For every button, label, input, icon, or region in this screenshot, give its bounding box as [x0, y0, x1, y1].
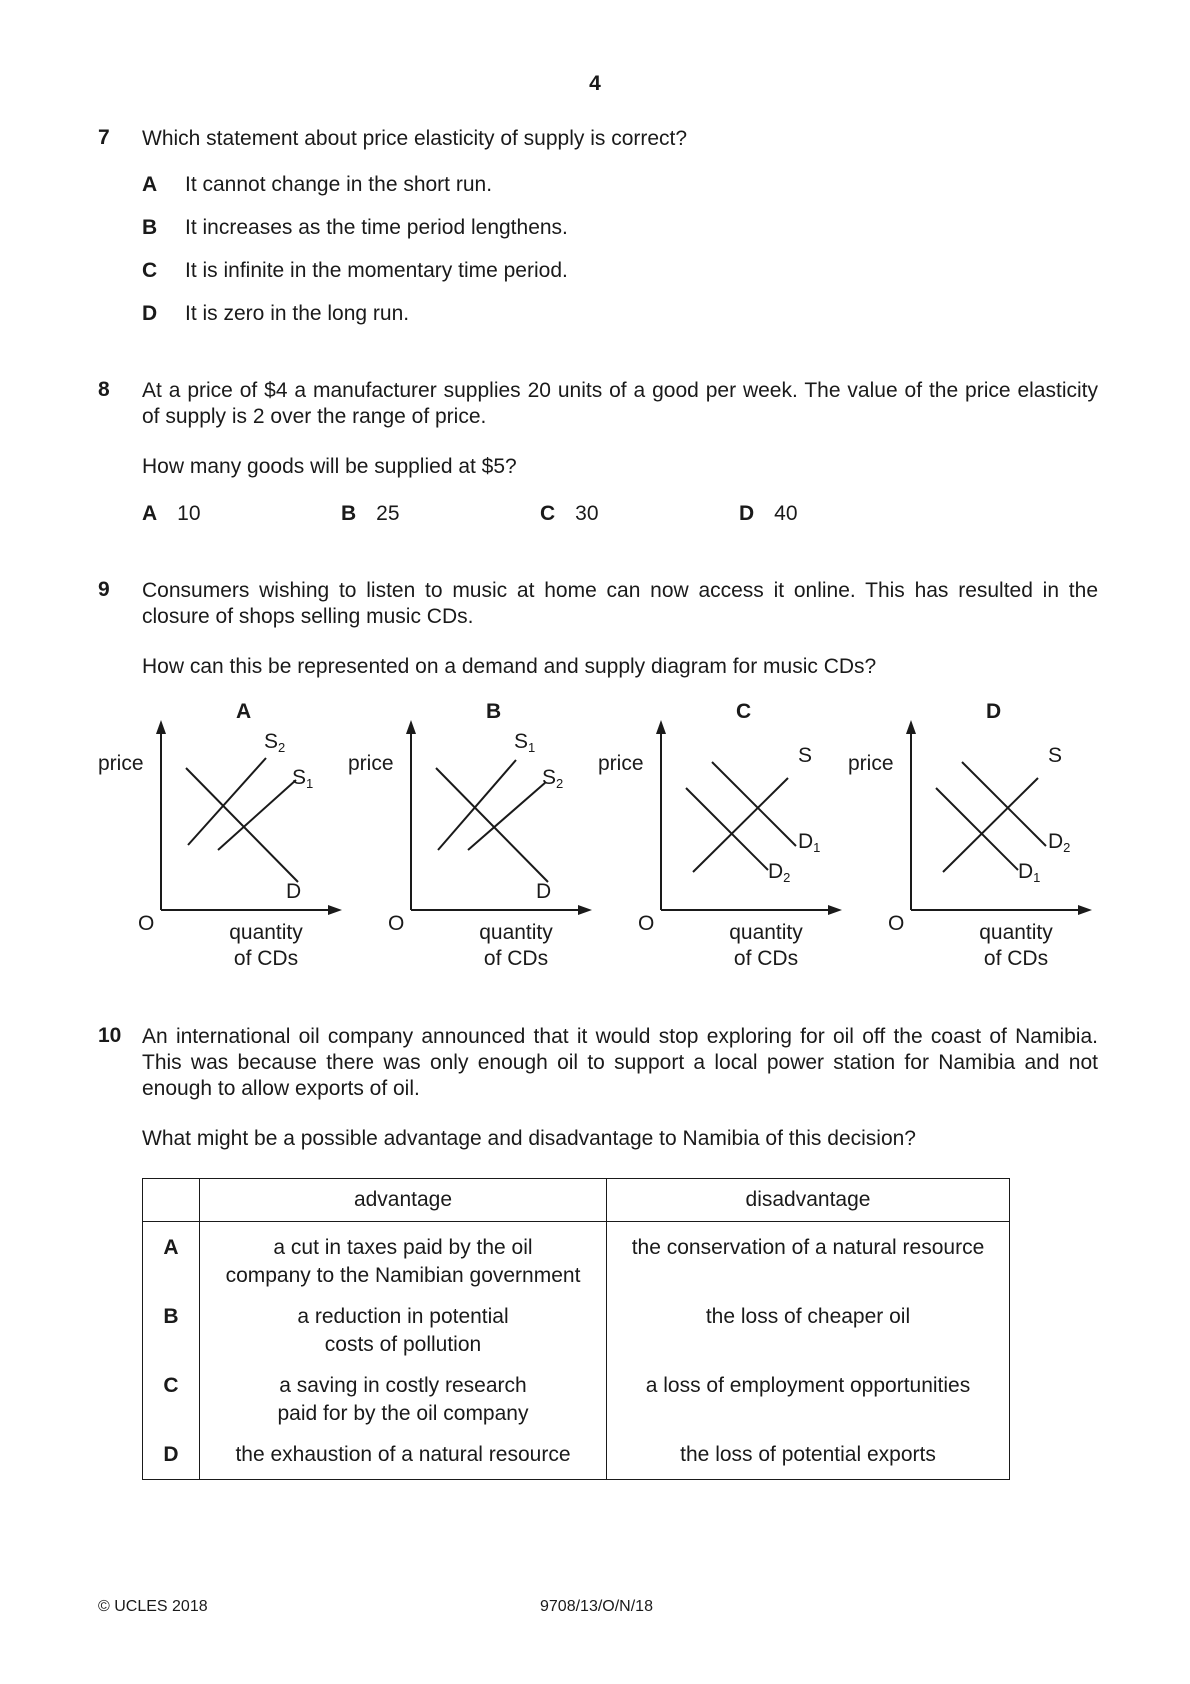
q8-option-c	[540, 502, 599, 526]
diagram-a-x-label: quantity of CDs	[229, 921, 303, 970]
question-7-text: Which statement about price elasticity of supply is correct?	[142, 127, 688, 150]
q8-option-d	[739, 502, 798, 526]
q8-option-c-text: 30	[575, 502, 599, 525]
page-number: 4	[589, 72, 601, 95]
question-8-number: 8	[98, 378, 110, 401]
diagram-b	[348, 700, 598, 980]
q7-option-c-letter: C	[142, 259, 158, 282]
diagram-a-s2-label: $S_2$	[264, 730, 286, 755]
diagram-d-s-label: S	[1048, 744, 1063, 767]
diagram-d-y-label: price	[848, 752, 894, 775]
diagram-b-s2-label: $S_2$	[542, 766, 564, 791]
diagram-c-y-axis-arrow	[656, 720, 666, 734]
q8-option-c-letter: C	[540, 502, 556, 525]
diagram-c-letter: C	[736, 700, 752, 723]
q8-option-a-letter: A	[142, 502, 158, 525]
q10-row-d-advantage: the exhaustion of a natural resource	[200, 1429, 607, 1480]
q10-row-c-disadvantage: a loss of employment opportunities	[607, 1360, 1010, 1429]
q10-row-a-disadvantage: the conservation of a natural resource	[607, 1222, 1010, 1292]
q10-row-c-advantage: a saving in costly research paid for by the oil company	[200, 1360, 607, 1429]
question-10-text: An international oil company announced that it would stop exploring for oil off the coast of Namibia. This was because there was only enough oil to support a local power station for Namibia and not enough to allow exports of oil.	[142, 1025, 1098, 1100]
diagram-b-y-label: price	[348, 752, 394, 775]
diagram-c-d1-line	[712, 762, 796, 846]
diagram-b-s1-label: $S_1$	[514, 730, 536, 755]
table-row	[143, 1429, 1010, 1480]
q10-row-b-letter: B	[143, 1291, 200, 1360]
diagram-c-d2-label: $D_2$	[768, 860, 791, 885]
q10-row-c-letter: C	[143, 1360, 200, 1429]
q10-header-disadvantage: disadvantage	[607, 1179, 1010, 1222]
q8-option-d-text: 40	[774, 502, 798, 525]
diagram-d-d2-line	[962, 762, 1046, 846]
diagram-c	[598, 700, 848, 980]
diagram-d-origin: O	[888, 912, 905, 935]
question-10-number: 10	[98, 1024, 122, 1047]
diagram-d-d2-label: $D_2$	[1048, 830, 1071, 855]
question-9-number: 9	[98, 578, 110, 601]
table-row	[143, 1222, 1010, 1292]
q7-option-d-text: It is zero in the long run.	[185, 302, 410, 325]
q10-header-letter	[143, 1179, 200, 1222]
diagram-c-x-axis-arrow	[828, 905, 842, 915]
diagram-d-letter: D	[986, 700, 1002, 723]
q8-option-b	[341, 502, 400, 526]
q7-option-a-letter: A	[142, 173, 158, 196]
q10-row-a-advantage: a cut in taxes paid by the oil company to the Namibian government	[200, 1222, 607, 1292]
q8-option-b-letter: B	[341, 502, 357, 525]
q8-option-d-letter: D	[739, 502, 755, 525]
q7-option-b-letter: B	[142, 216, 158, 239]
diagram-a-y-axis-arrow	[156, 720, 166, 734]
question-8-text: At a price of $4 a manufacturer supplies 20 units of a good per week. The value of the price elasticity of supply is 2 over the range of price.	[142, 379, 1098, 428]
diagram-d-d1-line	[936, 788, 1018, 870]
diagram-c-s-label: S	[798, 744, 813, 767]
q8-option-b-text: 25	[376, 502, 400, 525]
q7-option-a-text: It cannot change in the short run.	[185, 173, 493, 196]
q7-option-d-letter: D	[142, 302, 158, 325]
q8-option-a	[142, 502, 201, 526]
q10-row-b-advantage: a reduction in potential costs of pollution	[200, 1291, 607, 1360]
diagram-c-d1-label: $D_1$	[798, 830, 821, 855]
diagram-a-s2-line	[188, 758, 266, 845]
q10-row-d-disadvantage: the loss of potential exports	[607, 1429, 1010, 1480]
footer-copyright: © UCLES 2018	[98, 1598, 208, 1615]
diagram-b-x-axis-arrow	[578, 905, 592, 915]
diagram-a-origin: O	[138, 912, 155, 935]
diagram-a-d-label: D	[286, 880, 302, 903]
diagram-d-y-axis-arrow	[906, 720, 916, 734]
diagram-d-d1-label: $D_1$	[1018, 860, 1041, 885]
diagram-d	[848, 700, 1098, 980]
q10-row-d-letter: D	[143, 1429, 200, 1480]
diagram-b-letter: B	[486, 700, 502, 723]
diagram-b-d-label: D	[536, 880, 552, 903]
diagram-c-origin: O	[638, 912, 655, 935]
q10-row-a-letter: A	[143, 1222, 200, 1292]
diagram-d-x-label: quantity of CDs	[979, 921, 1053, 970]
diagram-a-x-axis-arrow	[328, 905, 342, 915]
table-row	[143, 1291, 1010, 1360]
diagram-c-y-label: price	[598, 752, 644, 775]
diagram-a-y-label: price	[98, 752, 144, 775]
q7-option-b-text: It increases as the time period lengthens.	[185, 216, 568, 239]
question-9-text: Consumers wishing to listen to music at home can now access it online. This has resulted in the closure of shops selling music CDs.	[142, 579, 1098, 628]
diagram-b-y-axis-arrow	[406, 720, 416, 734]
diagram-b-d-line	[436, 768, 548, 882]
q10-header-advantage: advantage	[200, 1179, 607, 1222]
diagram-d-x-axis-arrow	[1078, 905, 1092, 915]
diagram-c-d2-line	[686, 788, 768, 870]
diagram-b-origin: O	[388, 912, 405, 935]
question-10-prompt: What might be a possible advantage and disadvantage to Namibia of this decision?	[142, 1127, 916, 1150]
diagram-b-x-label: quantity of CDs	[479, 921, 553, 970]
q10-table-header-row	[143, 1179, 1010, 1222]
question-9-prompt: How can this be represented on a demand and supply diagram for music CDs?	[142, 655, 877, 678]
q8-option-a-text: 10	[177, 502, 201, 525]
q7-option-c-text: It is infinite in the momentary time period.	[185, 259, 568, 282]
footer-paper-code: 9708/13/O/N/18	[540, 1598, 653, 1615]
question-7-number: 7	[98, 126, 110, 149]
q10-row-b-disadvantage: the loss of cheaper oil	[607, 1291, 1010, 1360]
diagram-a-s1-label: $S_1$	[292, 766, 314, 791]
diagram-c-x-label: quantity of CDs	[729, 921, 803, 970]
diagram-a	[98, 700, 348, 980]
table-row	[143, 1360, 1010, 1429]
question-8-prompt: How many goods will be supplied at $5?	[142, 455, 517, 478]
q10-options-table	[142, 1178, 1010, 1480]
diagram-a-letter: A	[236, 700, 252, 723]
